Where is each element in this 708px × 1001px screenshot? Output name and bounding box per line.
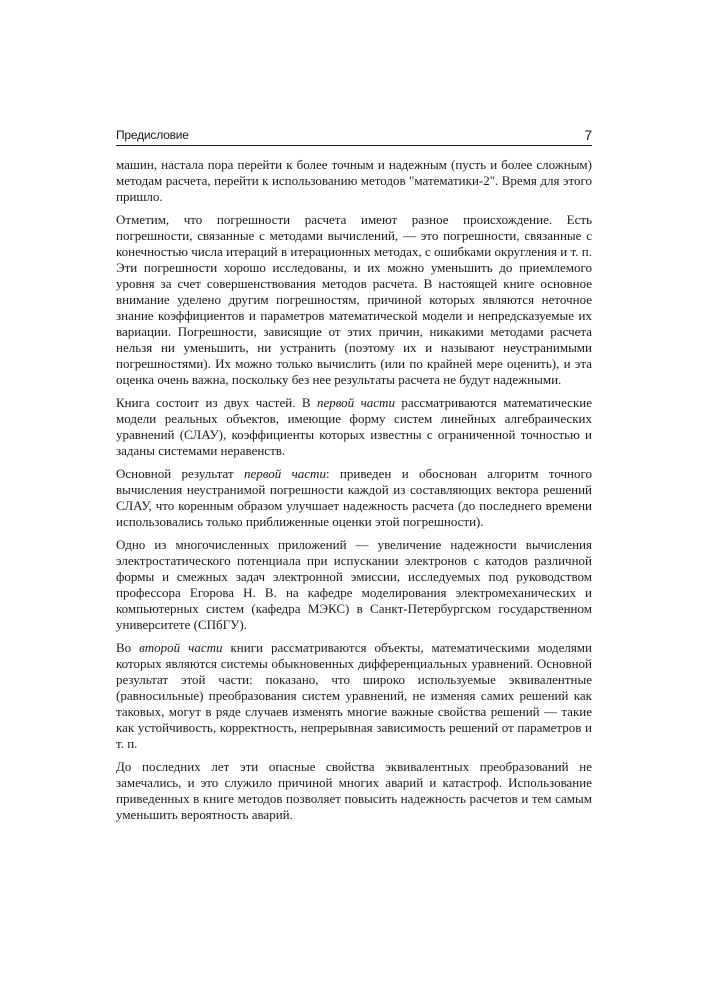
body-text: [116, 157, 592, 823]
paragraph: [116, 640, 592, 752]
italic-term: первой части: [316, 395, 395, 410]
paragraph-text: книги рассматриваются объекты, математическими моделями которых являются системы обыкновенных дифференциальных уравнений. Основной результат этой части: показано, что широко используемые эквивалентные (равносильные) преобразования систем уравнений, не изменяя самих решений как таковых, могут в ряде случаев изменять многие важные свойства решений — такие как устойчивость, корректность, непрерывная зависимость решений от параметров и т. п.: [116, 640, 592, 751]
italic-term: второй части: [139, 640, 223, 655]
paragraph: [116, 466, 592, 530]
paragraph: Одно из многочисленных приложений — увеличение надежности вычисления электростатического потенциала при испускании электронов с катодов различной формы и смежных задач электронной эмиссии, исследуемых под руководством профессора Егорова Н. В. на кафедре моделирования электромеханических и компьютерных систем (кафедра МЭКС) в Санкт-Петербургском государственном университете (СПбГУ).: [116, 537, 592, 632]
paragraph: [116, 395, 592, 459]
paragraph-text: рассматриваются математические модели реальных объектов, имеющие форму систем линейных алгебраических уравнений (СЛАУ), коэффициенты которых известны с ограниченной точностью и заданы системами неравенств.: [116, 395, 592, 458]
italic-term: первой части: [243, 466, 326, 481]
paragraph: машин, настала пора перейти к более точным и надежным (пусть и более сложным) методам расчета, перейти к использованию методов "математики-2". Время для этого пришло.: [116, 157, 592, 204]
running-header: [116, 128, 592, 146]
paragraph-text: Основной результат: [116, 466, 244, 481]
book-page: [116, 128, 592, 830]
paragraph-text: Книга состоит из двух частей. В: [116, 395, 317, 410]
page-number: 7: [584, 127, 592, 143]
paragraph: До последних лет эти опасные свойства эквивалентных преобразований не замечались, и это служило причиной многих аварий и катастроф. Использование приведенных в книге методов позволяет повысить надежность расчетов и тем самым уменьшить вероятность аварий.: [116, 759, 592, 822]
paragraph-text: Во: [116, 640, 140, 655]
paragraph-text: : приведен и обоснован алгоритм точного вычисления неустранимой погрешности каждой из составляющих вектора решений СЛАУ, что коренным образом улучшает надежность расчета (до последнего времени использовались только приближенные оценки этой погрешности).: [116, 466, 593, 529]
section-title: Предисловие: [116, 128, 189, 142]
paragraph: Отметим, что погрешности расчета имеют разное происхождение. Есть погрешности, связанные с методами вычислений, — это погрешности, связанные с конечностью числа итераций в итерационных методах, с ошибками округления и т. п. Эти погрешности хорошо исследованы, и их можно уменьшить до приемлемого уровня за счет совершенствования методов расчета. В настоящей книге основное внимание уделено другим погрешностям, причиной которых являются неточное знание коэффициентов и параметров математической модели и непредсказуемые их вариации. Погрешности, зависящие от этих причин, никакими методами расчета нельзя ни уменьшить, ни устранить (поэтому их и называют неустранимыми погрешностями). Их можно только вычислить (или по крайней мере оценить), и эта оценка очень важна, поскольку без нее результаты расчета не будут надежными.: [116, 212, 592, 387]
